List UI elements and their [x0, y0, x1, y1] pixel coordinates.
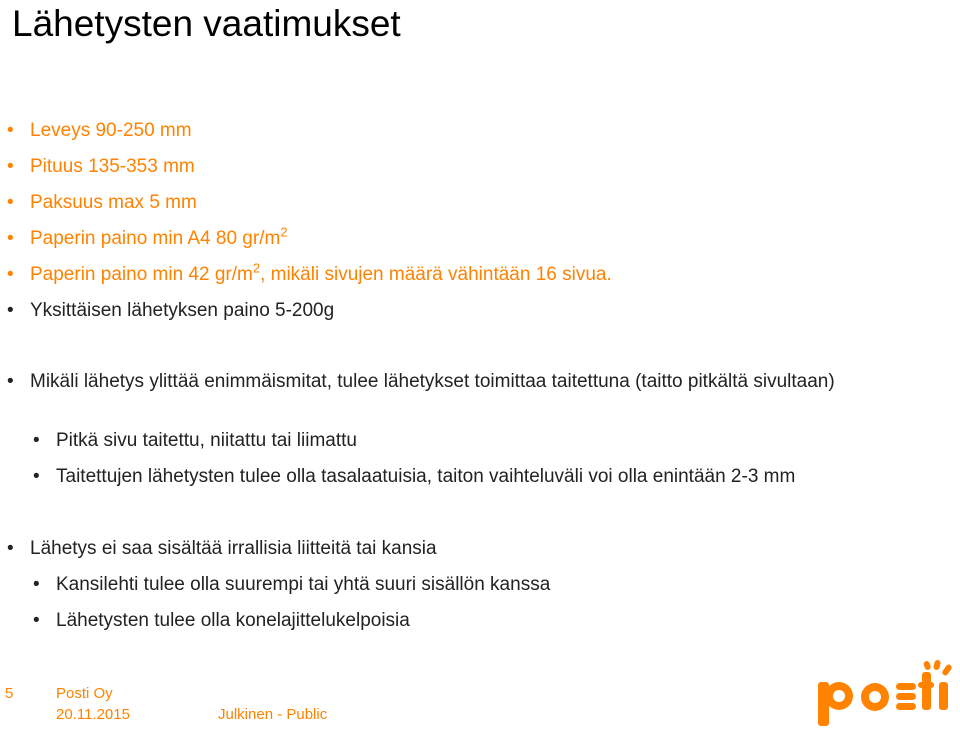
list-item	[7, 260, 612, 286]
list-item-text: Pituus 135-353 mm	[30, 156, 195, 177]
bullet-marker: •	[7, 264, 14, 285]
bullet-marker: •	[7, 300, 14, 321]
list-item-text: Paperin paino min A4 80 gr/m	[30, 228, 281, 249]
page-title: Lähetysten vaatimukset	[12, 3, 401, 44]
list-item-text: Leveys 90-250 mm	[30, 120, 192, 141]
sub-list-item	[33, 430, 357, 452]
bullet-marker: •	[7, 371, 14, 392]
bullet-marker: •	[7, 156, 14, 177]
bullet-marker: •	[33, 574, 40, 595]
sub-list-item	[33, 466, 796, 488]
page-number: 5	[5, 685, 14, 702]
list-item-text-rest: , mikäli sivujen määrä vähintään 16 sivua.	[260, 264, 612, 285]
company-name: Posti Oy	[56, 685, 113, 702]
bullet-marker: •	[7, 228, 14, 249]
posti-logo	[812, 660, 956, 734]
bullet-marker: •	[33, 610, 40, 631]
bullet-marker: •	[33, 466, 40, 487]
classification-label: Julkinen - Public	[218, 706, 328, 723]
list-item-text: Taitettujen lähetysten tulee olla tasalaatuisia, taiton vaihteluväli voi olla enintään 2-3 mm	[56, 466, 796, 487]
sub-list-item	[33, 610, 410, 632]
footer-date: 20.11.2015	[56, 706, 130, 723]
list-item-text: Yksittäisen lähetyksen paino 5-200g	[30, 300, 335, 321]
list-item	[7, 300, 335, 322]
list-item-text: Mikäli lähetys ylittää enimmäismitat, tulee lähetykset toimittaa taitettuna (taitto pitkältä sivultaan)	[30, 371, 835, 392]
list-item-text: Paperin paino min 42 gr/m	[30, 264, 253, 285]
list-item	[7, 156, 195, 178]
list-item-text: Lähetys ei saa sisältää irrallisia liitteitä tai kansia	[30, 538, 437, 559]
list-item-text: Lähetysten tulee olla konelajittelukelpoisia	[56, 610, 410, 631]
list-item-text: Pitkä sivu taitettu, niitattu tai liimattu	[56, 430, 357, 451]
superscript: 2	[252, 260, 261, 276]
bullet-marker: •	[7, 538, 14, 559]
superscript: 2	[280, 224, 288, 240]
list-item	[7, 224, 288, 250]
list-item	[7, 538, 437, 560]
list-item	[7, 192, 197, 214]
bullet-marker: •	[7, 120, 14, 141]
list-item-text: Paksuus max 5 mm	[30, 192, 197, 213]
bullet-marker: •	[7, 192, 14, 213]
list-item	[7, 371, 890, 393]
list-item	[7, 120, 192, 142]
list-item-text: Kansilehti tulee olla suurempi tai yhtä suuri sisällön kanssa	[56, 574, 551, 595]
sub-list-item	[33, 574, 551, 596]
bullet-marker: •	[33, 430, 40, 451]
